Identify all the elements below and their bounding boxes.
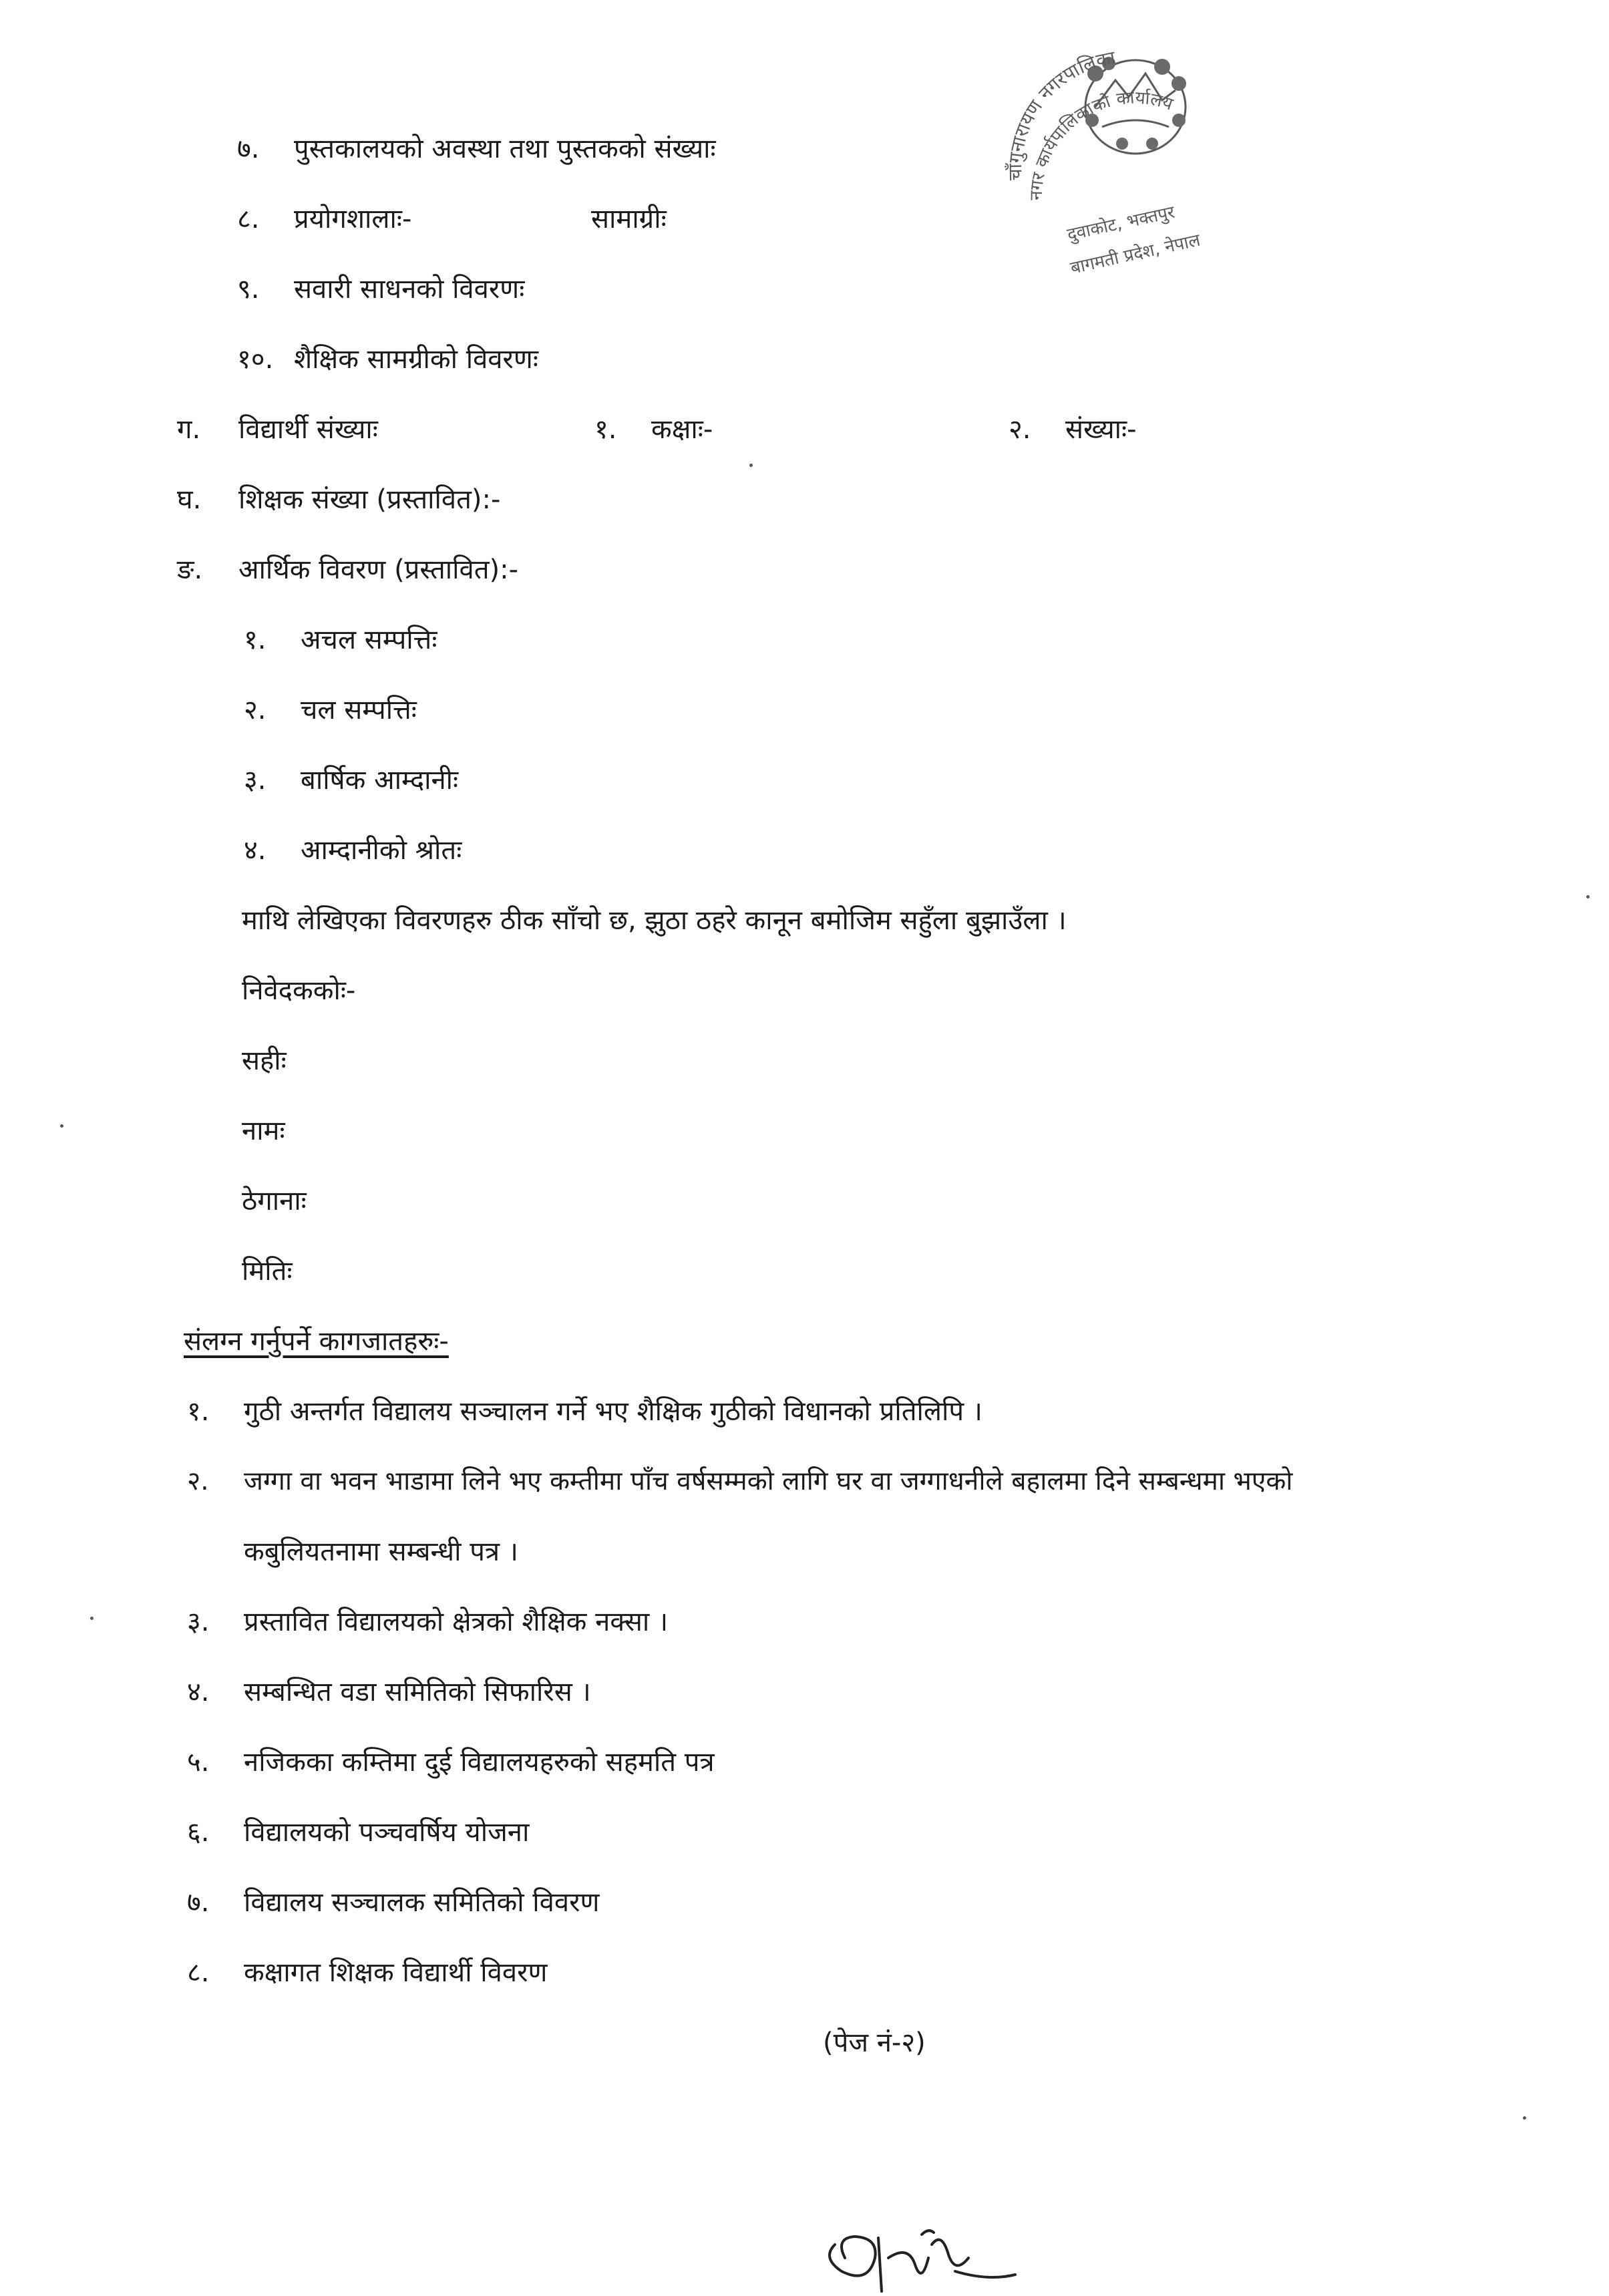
applicant-name-field: नामः [242, 1116, 285, 1146]
attachments-heading: संलग्न गर्नुपर्ने कागजातहरुः- [184, 1326, 449, 1357]
section-teachers: घ. शिक्षक संख्या (प्रस्तावित):- [177, 484, 501, 515]
applicant-date-field: मितिः [242, 1256, 293, 1287]
seal-text-1: चाँगुनारायण नगरपालिका [1004, 46, 1117, 181]
attachment-item: १. गुठी अन्तर्गत विद्यालय सञ्चालन गर्ने भए शैक्षिक गुठीको विधानको प्रतिलिपि । [187, 1396, 982, 1427]
seal-text-2: नगर कार्यपालिकाको कार्यालय [1026, 88, 1176, 201]
handwritten-signature [815, 2218, 1029, 2296]
applicant-title: निवेदककोः- [242, 975, 356, 1006]
attachment-item: ७. विद्यालय सञ्चालक समितिको विवरण [187, 1887, 600, 1918]
page-number: (पेज नं-२) [823, 2027, 926, 2058]
students-count: २. संख्याः- [1009, 414, 1137, 445]
facility-item: ७. पुस्तकालयको अवस्था तथा पुस्तकको संख्याः [237, 134, 716, 164]
attachment-item-continuation: कबुलियतनामा सम्बन्धी पत्र । [244, 1536, 518, 1567]
section-financial: ङ. आर्थिक विवरण (प्रस्तावित):- [177, 554, 519, 585]
seal-text-4: बागमती प्रदेश, नेपाल [1069, 230, 1202, 279]
facility-item: ८. प्रयोगशालाः- [237, 204, 412, 234]
financial-item: २. चल सम्पत्तिः [244, 695, 417, 725]
financial-item: ४. आम्दानीको श्रोतः [244, 835, 462, 866]
attachment-item: ६. विद्यालयको पञ्चवर्षिय योजना [187, 1817, 530, 1848]
attachment-item: २. जग्गा वा भवन भाडामा लिने भए कम्तीमा पाँच वर्षसम्मको लागि घर वा जग्गाधनीले बहालमा दिने सम्बन्धमा भएको [187, 1466, 1293, 1496]
attachment-item: ४. सम्बन्धित वडा समितिको सिफारिस । [187, 1677, 591, 1707]
facility-item: ९. सवारी साधनको विवरणः [237, 274, 525, 305]
scan-speck [1586, 895, 1590, 898]
section-students: ग. विद्यार्थी संख्याः [177, 414, 378, 445]
attachment-item: ३. प्रस्तावित विद्यालयको क्षेत्रको शैक्षिक नक्सा । [187, 1607, 669, 1637]
financial-item: ३. बार्षिक आम्दानीः [244, 765, 459, 796]
municipality-seal [995, 27, 1249, 294]
applicant-signature-field: सहीः [242, 1045, 287, 1076]
scan-speck [60, 1124, 63, 1128]
scan-speck [1523, 2116, 1526, 2120]
applicant-address-field: ठेगानाः [242, 1186, 307, 1216]
seal-text-3: दुवाकोट, भक्तपुर [1065, 202, 1177, 245]
students-class: १. कक्षाः- [594, 414, 713, 445]
scan-speck [90, 1617, 94, 1620]
financial-item: १. अचल सम्पत्तिः [244, 625, 437, 655]
facility-item: १०. शैक्षिक सामग्रीको विवरणः [237, 344, 538, 375]
attachment-item: ५. नजिकका कम्तिमा दुई विद्यालयहरुको सहमति पत्र [187, 1747, 715, 1778]
attachment-item: ८. कक्षागत शिक्षक विद्यार्थी विवरण [187, 1957, 548, 1988]
facility-extra: सामाग्रीः [591, 204, 667, 234]
declaration: माथि लेखिएका विवरणहरु ठीक साँचो छ, झुठा ठहरे कानून बमोजिम सहुँला बुझाउँला । [242, 905, 1067, 936]
scan-speck [749, 464, 753, 467]
